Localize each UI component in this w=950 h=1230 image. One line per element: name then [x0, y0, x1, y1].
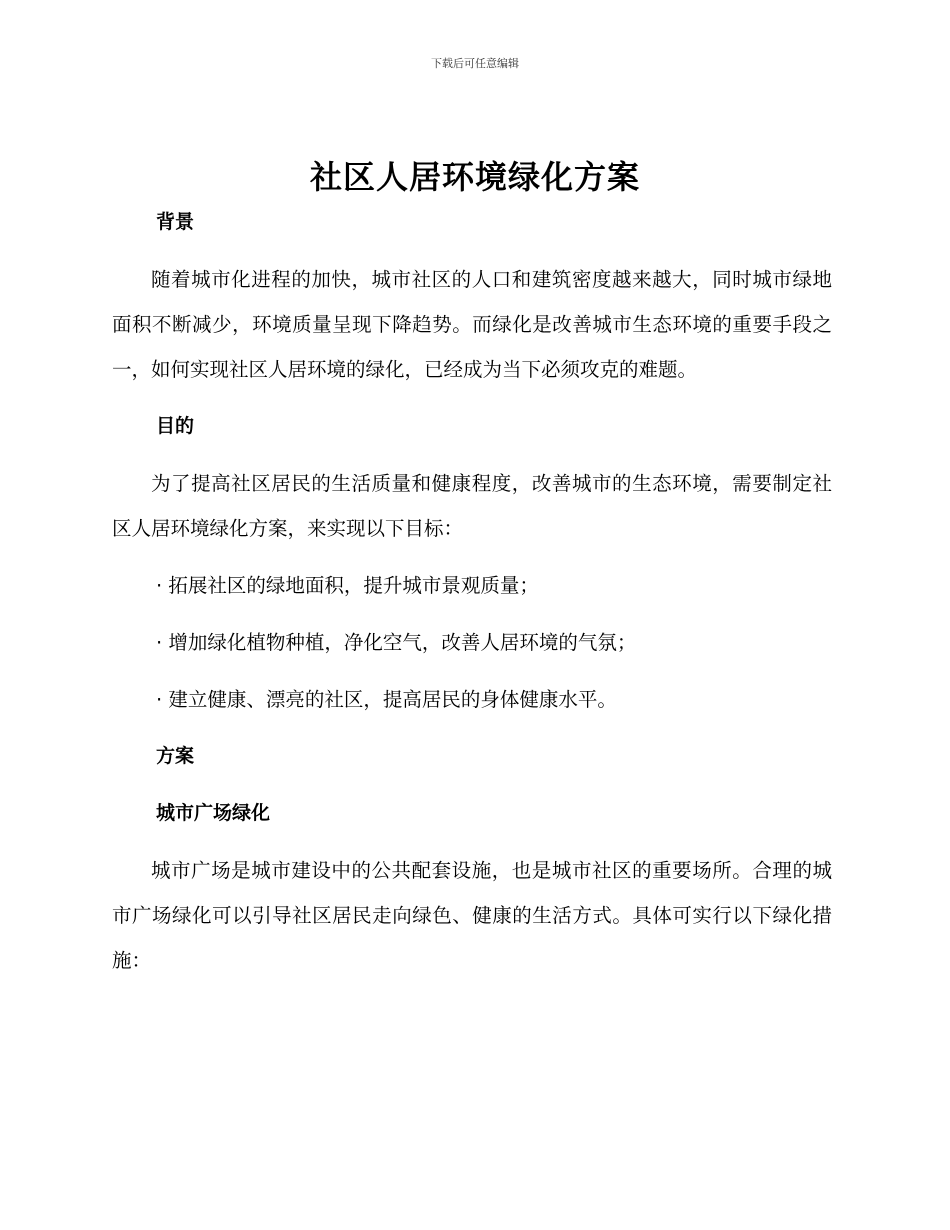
paragraph-background: 随着城市化进程的加快，城市社区的人口和建筑密度越来越大，同时城市绿地面积不断减少，环境质量呈现下降趋势。而绿化是改善城市生态环境的重要手段之一，如何实现社区人居环境的绿化，已经成为当下必须攻克的难题。: [112, 268, 832, 381]
document-body: [112, 200, 832, 995]
list-item: · 建立健康、漂亮的社区，提高居民的身体健康水平。: [156, 688, 617, 711]
document-title: 社区人居环境绿化方案: [309, 158, 640, 196]
list-item: · 拓展社区的绿地面积，提升城市景观质量；: [156, 574, 539, 597]
section-heading-background: 背景: [156, 211, 195, 233]
paragraph-city-square: 城市广场是城市建设中的公共配套设施，也是城市社区的重要场所。合理的城市广场绿化可以引导社区居民走向绿色、健康的生活方式。具体可实行以下绿化措施：: [112, 859, 832, 972]
list-item: · 增加绿化植物种植，净化空气，改善人居环境的气氛；: [156, 631, 637, 654]
section-heading-plan: 方案: [156, 745, 195, 767]
header-note: 下载后可任意编辑: [431, 57, 519, 70]
section-heading-purpose: 目的: [156, 415, 195, 437]
subheading-city-square: 城市广场绿化: [156, 802, 271, 824]
paragraph-purpose: 为了提高社区居民的生活质量和健康程度，改善城市的生态环境，需要制定社区人居环境绿化方案，来实现以下目标：: [112, 472, 832, 540]
